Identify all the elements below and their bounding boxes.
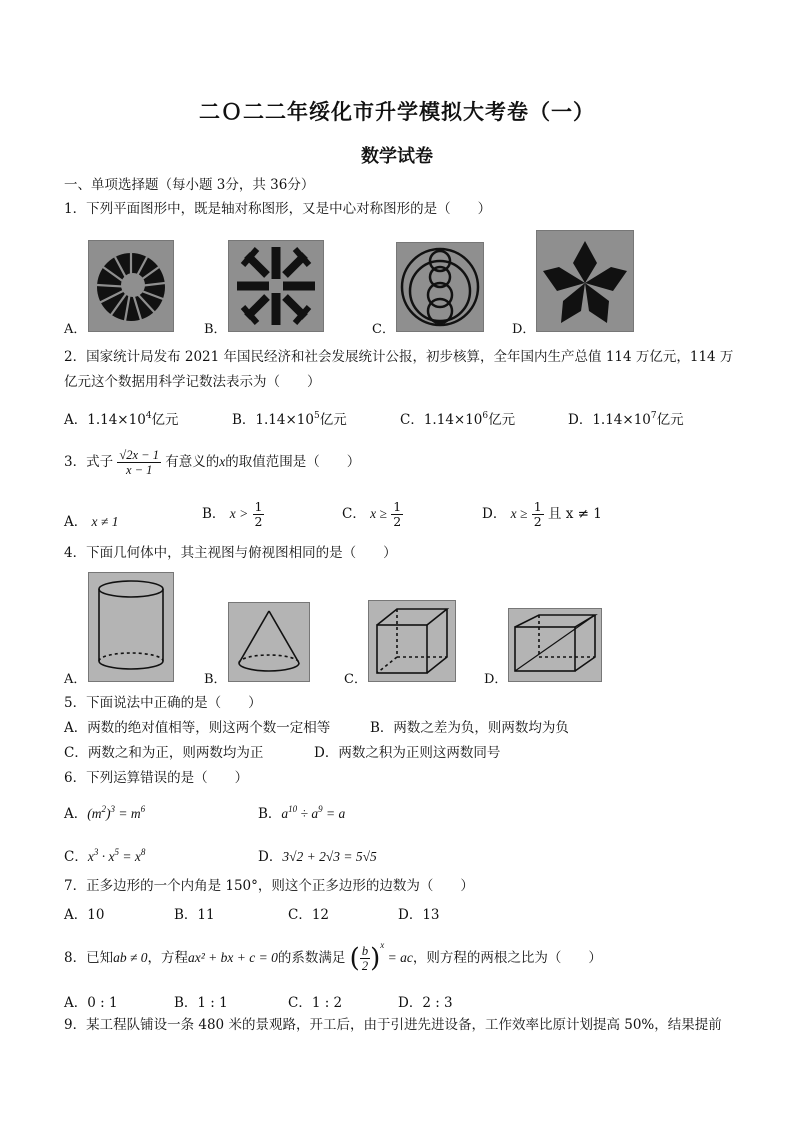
q2-option-d-mantissa: 1.14×10 (592, 412, 651, 428)
q4-figure-prism (508, 608, 602, 682)
q2-option-c-mantissa: 1.14×10 (423, 412, 483, 428)
q6-c-exp3: 8 (140, 847, 146, 857)
q2-option-b-unit: 亿元 (319, 412, 347, 428)
q6-c-exp1: 3 (93, 847, 99, 857)
q1-option-b-label: B． (204, 322, 227, 337)
q1-figure-c (396, 242, 484, 332)
q3-suffix2: 的取值范围是（ ） (225, 454, 361, 470)
q3-option-d (482, 500, 602, 529)
exam-subtitle: 数学试卷 (361, 146, 433, 167)
q8-option-b: B．1 : 1 (174, 995, 228, 1011)
q2-option-a-mantissa: 1.14×10 (87, 412, 146, 428)
question-9-stem: 9．某工程队铺设一条 480 米的景观路，开工后，由于引进先进设备，工作效率比原计划提高 50%，结果提前 (64, 1017, 722, 1033)
q3-option-d-half-num: 1 (533, 499, 542, 514)
q3-option-b-text: x > (229, 506, 249, 521)
q1-figure-d (536, 230, 634, 332)
q6-option-a-label: A． (64, 806, 88, 822)
q3-option-b (202, 500, 264, 529)
q3-option-c (342, 500, 403, 529)
q3-suffix: 有意义的 (165, 454, 220, 470)
q3-option-d-tail: 且 x ≠ 1 (547, 506, 602, 522)
q8-frac-den: 2 (361, 959, 369, 973)
question-5-stem: 5．下面说法中正确的是（ ） (64, 695, 262, 711)
sun-rays-icon (89, 241, 173, 331)
q7-option-c: C．12 (288, 907, 330, 923)
q6-option-a (64, 802, 145, 822)
q8-condition: ab ≠ 0 (113, 950, 148, 965)
cone-icon (229, 603, 309, 681)
pinwheel-star-icon (537, 231, 633, 331)
q2-option-d (568, 408, 684, 428)
q7-option-d: D．13 (398, 907, 440, 923)
q4-option-b-label: B． (204, 672, 227, 687)
q8-rhs: = ac (384, 950, 413, 965)
q3-option-c-label: C． (342, 506, 366, 522)
q2-option-c-label: C． (400, 412, 424, 428)
q3-option-d-text: x ≥ (510, 506, 528, 521)
q3-option-c-half (391, 500, 403, 529)
q2-option-c (400, 408, 515, 428)
q2-option-d-exponent: 7 (650, 411, 657, 421)
q3-denominator: x − 1 (125, 463, 153, 477)
q6-option-d (258, 845, 377, 865)
q6-b-exp1: 10 (288, 804, 298, 814)
q5-option-b: B．两数之差为负，则两数均为负 (370, 720, 569, 736)
question-7-stem: 7．正多边形的一个内角是 150°，则这个正多边形的边数为（ ） (64, 878, 474, 894)
q6-a-base: (m (87, 806, 102, 821)
q5-option-c: C．两数之和为正，则两数均为正 (64, 745, 264, 761)
q6-b-exp2: 9 (318, 804, 323, 814)
q5-option-d: D．两数之积为正则这两数同号 (314, 745, 501, 761)
q1-option-a-label: A． (64, 322, 87, 337)
q8-option-c: C．1 : 2 (288, 995, 343, 1011)
q6-c-rhs: = x (118, 849, 141, 864)
q8-mid2: 的系数满足 (277, 950, 346, 966)
q6-b-rhs: = a (322, 806, 346, 821)
nested-circles-icon (397, 243, 483, 331)
q3-option-b-half-num: 1 (254, 499, 263, 514)
q8-frac-num: b (361, 944, 369, 958)
q2-option-a (64, 408, 179, 428)
q8-left-paren: ( (349, 943, 360, 974)
q4-option-c-label: C． (344, 672, 367, 687)
q2-option-a-unit: 亿元 (151, 412, 179, 428)
q4-figure-cylinder (88, 572, 174, 682)
q3-option-b-half (253, 500, 265, 529)
cylinder-icon (89, 573, 173, 681)
exam-title: 二Ｏ二二年绥化市升学模拟大考卷（一） (199, 99, 595, 124)
triangular-prism-icon (509, 609, 601, 681)
q8-exponent: x (380, 940, 385, 950)
q6-a-exp3: 6 (140, 804, 146, 814)
q5-option-a: A．两数的绝对值相等，则这两个数一定相等 (64, 720, 331, 736)
q4-figure-cone (228, 602, 310, 682)
q6-option-b (258, 802, 345, 822)
q4-option-d-label: D． (484, 672, 508, 687)
q3-numerator: √2x − 1 (119, 448, 159, 462)
q6-option-d-label: D． (258, 849, 283, 865)
q3-option-d-half (532, 500, 544, 529)
q6-a-rhs: = m (115, 806, 141, 821)
q3-variable: x (219, 454, 226, 469)
q4-option-a-label: A． (64, 672, 87, 687)
q6-c-mid: · x (98, 849, 115, 864)
question-2-stem-line1: 2．国家统计局发布 2021 年国民经济和社会发展统计公报，初步核算，全年国内生产总值 114 万亿元，114 万 (64, 349, 734, 365)
q3-option-c-half-num: 1 (393, 499, 402, 514)
q8-right-paren: ) (370, 943, 381, 974)
q1-figure-b (228, 240, 324, 332)
q8-equation: ax² + bx + c = 0 (188, 950, 278, 965)
q3-fraction (117, 448, 161, 477)
q2-option-d-label: D． (568, 412, 593, 428)
q3-option-c-half-den: 2 (393, 514, 402, 529)
q2-option-c-exponent: 6 (482, 411, 489, 421)
q3-option-d-half-den: 2 (533, 514, 542, 529)
q6-b-base: a (281, 806, 289, 821)
q6-option-b-label: B． (258, 806, 282, 822)
q3-option-a (64, 510, 118, 530)
q8-option-a: A．0 : 1 (64, 995, 118, 1011)
q2-option-c-unit: 亿元 (488, 412, 516, 428)
q8-tail: ，则方程的两根之比为（ ） (412, 950, 602, 966)
q8-pre: 8．已知 (64, 950, 114, 966)
q2-option-b-label: B． (232, 412, 256, 428)
cube-icon (369, 601, 455, 681)
q3-option-d-label: D． (482, 506, 507, 522)
q6-c-exp2: 5 (114, 847, 119, 857)
q8-fraction (360, 944, 370, 973)
q2-option-b-mantissa: 1.14×10 (255, 412, 314, 428)
q6-option-c (64, 845, 145, 865)
q2-option-b-exponent: 5 (313, 411, 320, 421)
question-2-stem-line2: 亿元这个数据用科学记数法表示为（ ） (64, 374, 321, 390)
question-1-stem: 1．下列平面图形中，既是轴对称图形，又是中心对称图形的是（ ） (64, 201, 492, 217)
q6-a-exp1: 2 (101, 804, 106, 814)
q6-c-base: x (87, 849, 94, 864)
q3-option-c-text: x ≥ (370, 506, 387, 521)
q3-option-b-label: B． (202, 506, 226, 522)
q1-option-c-label: C． (372, 322, 395, 337)
q3-option-a-text: x ≠ 1 (91, 514, 119, 529)
q8-option-d: D．2 : 3 (398, 995, 453, 1011)
q2-option-a-exponent: 4 (145, 411, 152, 421)
section-heading: 一、单项选择题（每小题 3分，共 36分） (64, 177, 315, 193)
q6-b-mid: ÷ a (297, 806, 319, 821)
q2-option-a-label: A． (64, 412, 88, 428)
q4-figure-cube (368, 600, 456, 682)
q2-option-d-unit: 亿元 (656, 412, 684, 428)
question-4-stem: 4．下面几何体中，其主视图与俯视图相同的是（ ） (64, 545, 397, 561)
q8-mid: ，方程 (147, 950, 189, 966)
q3-option-a-label: A． (64, 514, 88, 530)
question-6-stem: 6．下列运算错误的是（ ） (64, 770, 249, 786)
snowflake-icon (229, 241, 323, 331)
q7-option-b: B．11 (174, 907, 215, 923)
q6-option-c-label: C． (64, 849, 88, 865)
q1-figure-a (88, 240, 174, 332)
q3-option-b-half-den: 2 (254, 514, 263, 529)
question-3-stem (64, 448, 360, 477)
q1-option-d-label: D． (512, 322, 536, 337)
question-8-stem (64, 936, 602, 973)
q3-prefix: 3．式子 (64, 454, 114, 470)
q6-d-expr: 3√2 + 2√3 = 5√5 (282, 849, 377, 864)
q6-a-close: ) (106, 806, 111, 821)
q7-option-a: A．10 (64, 907, 105, 923)
q2-option-b (232, 408, 347, 428)
q6-a-exp2: 3 (110, 804, 115, 814)
